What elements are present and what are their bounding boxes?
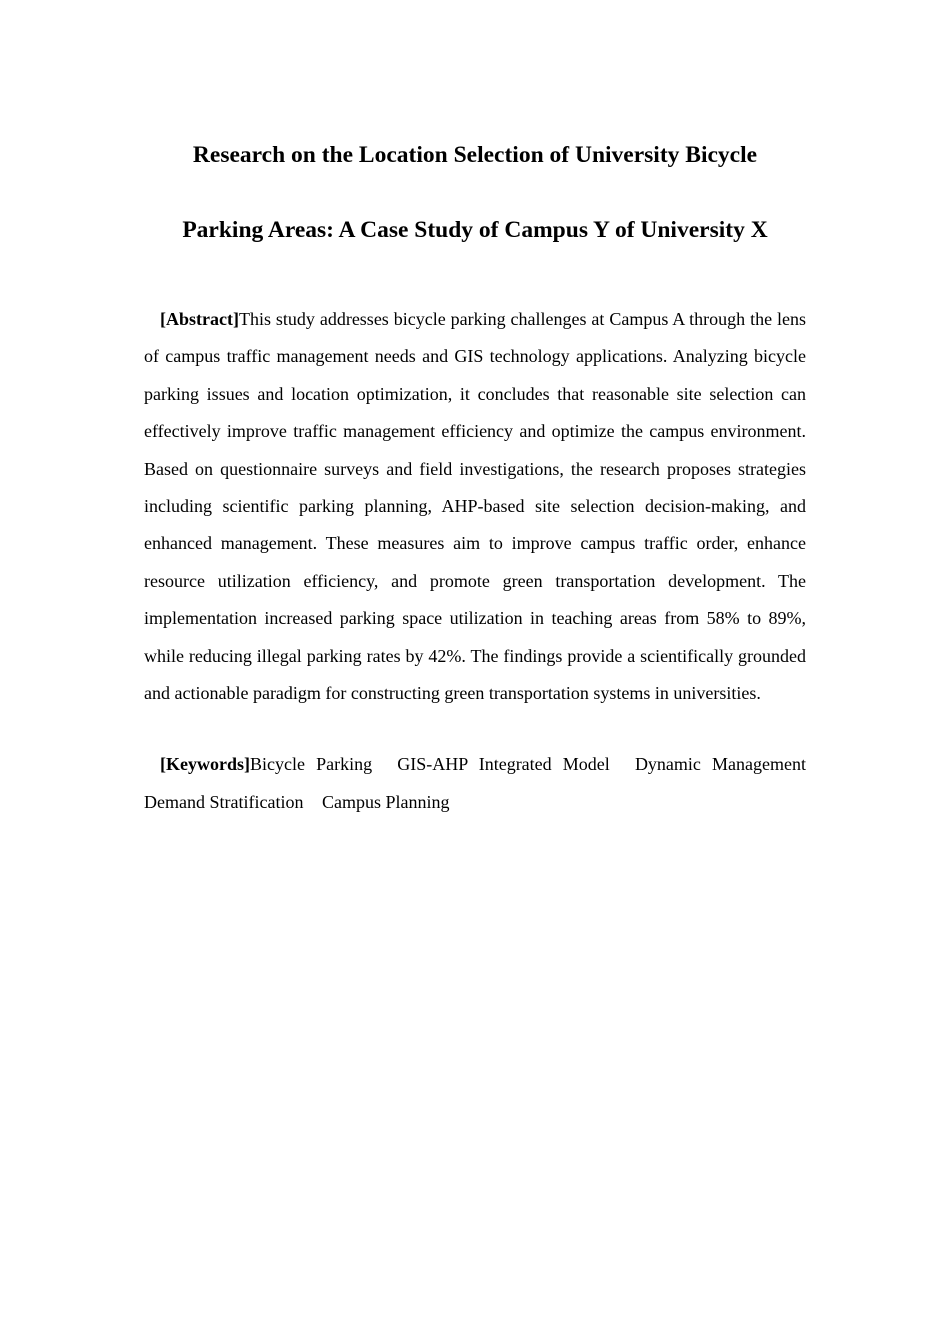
keywords-paragraph <box>144 746 806 821</box>
paper-page <box>144 118 806 821</box>
paper-title-line-1: Research on the Location Selection of University Bicycle <box>192 142 758 168</box>
keyword-item: GIS-AHP Integrated Model <box>397 754 610 775</box>
keyword-item: Dynamic Management <box>634 754 807 775</box>
keywords-label: [Keywords] <box>160 754 250 775</box>
paper-title-line-2: Parking Areas: A Case Study of Campus Y of University X <box>182 217 768 243</box>
keyword-item: Bicycle Parking <box>249 754 373 775</box>
abstract-label: [Abstract] <box>160 309 239 329</box>
keyword-item: Campus Planning <box>321 791 450 812</box>
paper-title <box>144 118 806 268</box>
abstract-text: This study addresses bicycle parking challenges at Campus A through the lens of campus traffic management needs and GIS technology applications. Analyzing bicycle parking issues and location optimization, it concludes that reasonable site selection can effectively improve traffic management efficiency and optimize the campus environment. Based on questionnaire surveys and field investigations, the research proposes strategies including scientific parking planning, AHP-based site selection decision-making, and enhanced management. These measures aim to improve campus traffic order, enhance resource utilization efficiency, and promote green transportation development. The implementation increased parking space utilization in teaching areas from 58% to 89%, while reducing illegal parking rates by 42%. The findings provide a scientifically grounded and actionable paradigm for constructing green transportation systems in universities. <box>144 309 806 704</box>
keyword-item: Demand Stratification <box>144 791 304 812</box>
abstract-paragraph <box>144 301 806 712</box>
